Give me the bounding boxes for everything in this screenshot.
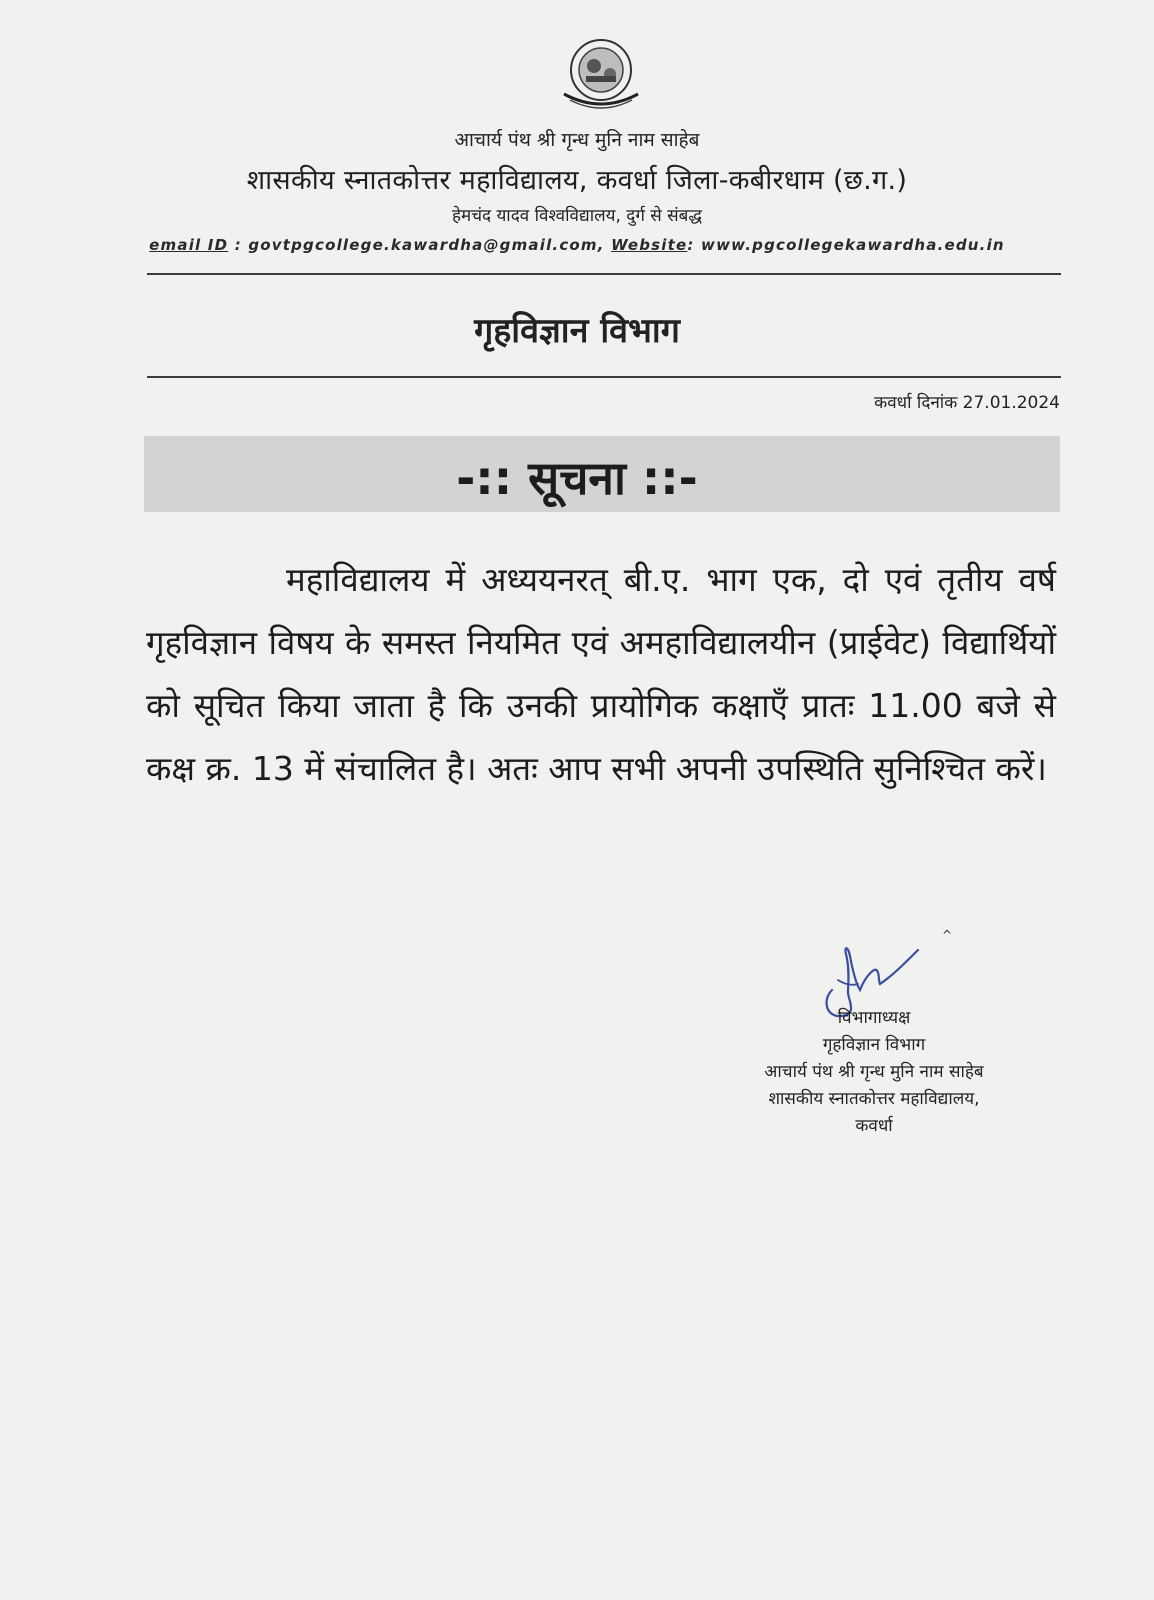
signatory-department: गृहविज्ञान विभाग [822, 1035, 926, 1055]
notice-body [146, 548, 1056, 800]
college-emblem-icon [556, 34, 646, 112]
header-subtitle: आचार्य पंथ श्री गृन्ध मुनि नाम साहेब [454, 129, 700, 151]
signatory-designation: विभागाध्यक्ष [837, 1008, 911, 1028]
email-label: email ID [149, 236, 229, 254]
signatory-line-1: आचार्य पंथ श्री गृन्ध मुनि नाम साहेब [764, 1062, 984, 1082]
website-url: www.pgcollegekawardha.edu.in [701, 236, 1005, 254]
signatory-block [680, 1005, 1068, 1140]
caret-mark: ^ [942, 928, 953, 942]
department-heading: गृहविज्ञान विभाग [474, 311, 680, 351]
website-label: Website [611, 236, 688, 254]
signatory-line-2: शासकीय स्नातकोत्तर महाविद्यालय, [768, 1089, 980, 1109]
header-divider [147, 273, 1061, 275]
date-line: कवर्धा दिनांक 27.01.2024 [874, 393, 1060, 413]
university-affiliation: हेमचंद यादव विश्वविद्यालय, दुर्ग से संबद्ध [452, 206, 702, 226]
college-name: शासकीय स्नातकोत्तर महाविद्यालय, कवर्धा जिला-कबीरधाम (छ.ग.) [246, 165, 908, 196]
signatory-line-3: कवर्धा [855, 1116, 893, 1136]
contact-line: email ID : govtpgcollege.kawardha@gmail.com, Website: www.pgcollegekawardha.edu.in [149, 236, 1005, 254]
notice-paragraph: महाविद्यालय में अध्ययनरत् बी.ए. भाग एक, दो एवं तृतीय वर्ष गृहविज्ञान विषय के समस्त नियमित एवं अमहाविद्यालयीन (प्राईवेट) विद्यार्थियों को सूचित किया जाता है कि उनकी प्रायोगिक कक्षाएँ प्रातः 11.00 बजे से कक्ष क्र. 13 में संचालित है। अतः आप सभी अपनी उपस्थिति सुनिश्चित करें। [146, 560, 1056, 788]
notice-title: -:: सूचना ::- [456, 451, 698, 505]
department-divider [147, 376, 1061, 378]
email-address: govtpgcollege.kawardha@gmail.com [248, 236, 598, 254]
